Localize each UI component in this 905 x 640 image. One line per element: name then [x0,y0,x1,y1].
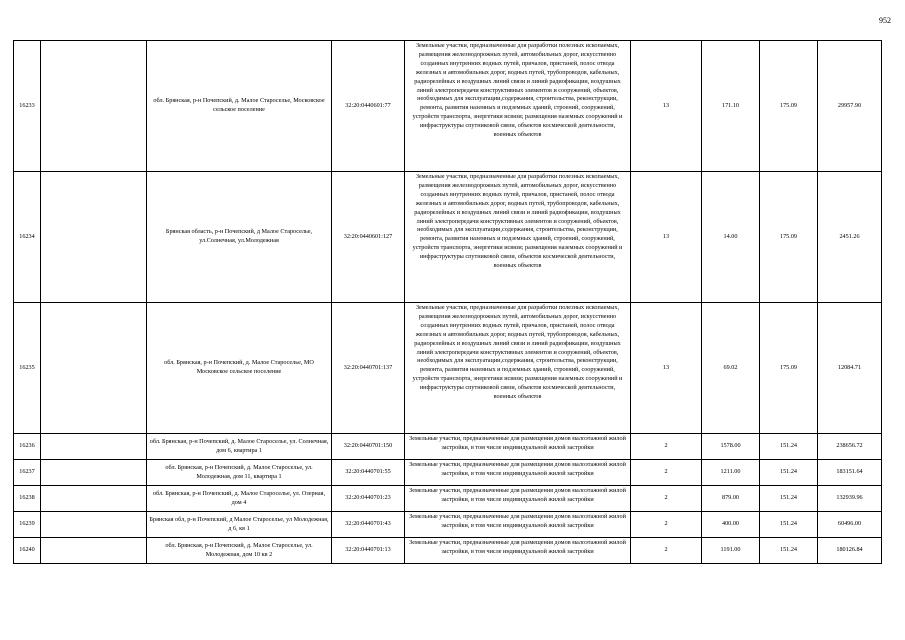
empty-cell [41,486,147,512]
category-code-cell: 2 [631,486,702,512]
empty-cell [41,303,147,434]
area-cell: 1211.00 [702,460,760,486]
category-code-cell: 2 [631,512,702,538]
empty-cell [41,512,147,538]
table-row [14,512,882,538]
table-row [14,172,882,303]
empty-cell [41,41,147,172]
land-use-cell: Земельные участки, предназначенные для разработки полезных ископаемых, размещения железнодорожных путей, автомобильных дорог, искусственно созданных внутренних водных путей, причалов, пристаней, полос отвода железных и автомобильных дорог, водных путей, трубопроводов, кабельных, радиорелейных и воздушных линий связи и линий радиофикации, воздушных линий электропередачи конструктивных элементов и сооружений, объектов, необходимых для эксплуатации,содержания, строительства, реконструкции, ремонта, развития наземных и подземных зданий, строений, сооружений, устройств транспорта, энергетики исвязи; размещения наземных сооружений и инфраструктуры спутниковой связи, объектов космической деятельности, военных объектов [405,303,631,434]
address-cell: обл. Брянская, р-н Почепский, д. Малое Староселье, Московское сельское поселение [147,41,332,172]
cadastral-number-cell: 32:20:0440601:127 [332,172,405,303]
address-cell: обл. Брянская, р-н Почепский, д. Малое Староселье, ул. Озерная, дом 4 [147,486,332,512]
land-use-cell: Земельные участки, предназначенные для разработки полезных ископаемых, размещения железнодорожных путей, автомобильных дорог, искусственно созданных внутренних водных путей, причалов, пристаней, полос отвода железных и автомобильных дорог, водных путей, трубопроводов, кабельных, радиорелейных и воздушных линий связи и линий радиофикации, воздушных линий электропередачи конструктивных элементов и сооружений, объектов, необходимых для эксплуатации,содержания, строительства, реконструкции, ремонта, развития наземных и подземных зданий, строений, сооружений, устройств транспорта, энергетики исвязи; размещения наземных сооружений и инфраструктуры спутниковой связи, объектов космической деятельности, военных объектов [405,41,631,172]
area-cell: 69.02 [702,303,760,434]
category-code-cell: 13 [631,303,702,434]
area-cell: 1578.00 [702,434,760,460]
area-cell: 400.00 [702,512,760,538]
cadastral-number-cell: 32:20:0440701:13 [332,538,405,564]
value-cell: 180126.84 [818,538,882,564]
address-cell: обл. Брянская, р-н Почепский, д. Малое Староселье, ул. Солнечная, дом 6, квартира 1 [147,434,332,460]
rate-cell: 151.24 [760,538,818,564]
address-cell: обл. Брянская, р-н Почепский, д. Малое Староселье, МО Московское сельское поселение [147,303,332,434]
rate-cell: 175.09 [760,303,818,434]
value-cell: 2451.26 [818,172,882,303]
value-cell: 132939.96 [818,486,882,512]
rate-cell: 151.24 [760,486,818,512]
row-number: 16239 [14,512,41,538]
table-row [14,41,882,172]
cadastral-number-cell: 32:20:0440701:23 [332,486,405,512]
area-cell: 1191.00 [702,538,760,564]
area-cell: 879.00 [702,486,760,512]
empty-cell [41,434,147,460]
rate-cell: 151.24 [760,434,818,460]
category-code-cell: 13 [631,41,702,172]
empty-cell [41,538,147,564]
value-cell: 29957.90 [818,41,882,172]
address-cell: обл. Брянская, р-н Почепский, д. Малое Староселье, ул. Молодежная, дом 11, квартира 1 [147,460,332,486]
address-cell: Брянская область, р-н Почепский, д Малое Староселье, ул.Солнечная, ул.Молодежная [147,172,332,303]
category-code-cell: 13 [631,172,702,303]
table-row [14,460,882,486]
land-use-cell: Земельные участки, предназначенные для разработки полезных ископаемых, размещения железнодорожных путей, автомобильных дорог, искусственно созданных внутренних водных путей, причалов, пристаней, полос отвода железных и автомобильных дорог, водных путей, трубопроводов, кабельных, радиорелейных и воздушных линий связи и линий радиофикации, воздушных линий электропередачи конструктивных элементов и сооружений, объектов, необходимых для эксплуатации,содержания, строительства, реконструкции, ремонта, развития наземных и подземных зданий, строений, сооружений, устройств транспорта, энергетики исвязи; размещения наземных сооружений и инфраструктуры спутниковой связи, объектов космической деятельности, военных объектов [405,172,631,303]
rate-cell: 175.09 [760,41,818,172]
rate-cell: 151.24 [760,460,818,486]
category-code-cell: 2 [631,434,702,460]
area-cell: 14.00 [702,172,760,303]
category-code-cell: 2 [631,460,702,486]
address-cell: обл. Брянская, р-н Почепский, д. Малое Староселье, ул. Молодежная, дом 10 кв 2 [147,538,332,564]
row-number: 16236 [14,434,41,460]
empty-cell [41,460,147,486]
page-number: 952 [879,16,891,25]
land-use-cell: Земельные участки, предназначенные для размещения домов малоэтажной жилой застройки, в том числе индивидуальной жилой застройки [405,512,631,538]
land-use-cell: Земельные участки, предназначенные для размещения домов малоэтажной жилой застройки, в том числе индивидуальной жилой застройки [405,434,631,460]
address-cell: Брянская обл, р-н Почепский, д Малое Староселье, ул Молодежная, д 6, кв 1 [147,512,332,538]
cadastral-number-cell: 32:20:0440701:150 [332,434,405,460]
table-row [14,538,882,564]
category-code-cell: 2 [631,538,702,564]
row-number: 16235 [14,303,41,434]
cadastral-number-cell: 32:20:0440701:137 [332,303,405,434]
value-cell: 183151.64 [818,460,882,486]
table-row [14,486,882,512]
rate-cell: 151.24 [760,512,818,538]
land-use-cell: Земельные участки, предназначенные для размещения домов малоэтажной жилой застройки, в том числе индивидуальной жилой застройки [405,538,631,564]
area-cell: 171.10 [702,41,760,172]
table-row [14,434,882,460]
table-row [14,303,882,434]
cadastral-number-cell: 32:20:0440601:77 [332,41,405,172]
row-number: 16233 [14,41,41,172]
cadastral-number-cell: 32:20:0440701:43 [332,512,405,538]
row-number: 16240 [14,538,41,564]
row-number: 16234 [14,172,41,303]
value-cell: 238656.72 [818,434,882,460]
land-register-table [13,40,882,564]
land-use-cell: Земельные участки, предназначенные для размещения домов малоэтажной жилой застройки, в том числе индивидуальной жилой застройки [405,460,631,486]
row-number: 16237 [14,460,41,486]
land-use-cell: Земельные участки, предназначенные для размещения домов малоэтажной жилой застройки, в том числе индивидуальной жилой застройки [405,486,631,512]
rate-cell: 175.09 [760,172,818,303]
cadastral-number-cell: 32:20:0440701:55 [332,460,405,486]
empty-cell [41,172,147,303]
row-number: 16238 [14,486,41,512]
value-cell: 12084.71 [818,303,882,434]
value-cell: 60496.00 [818,512,882,538]
